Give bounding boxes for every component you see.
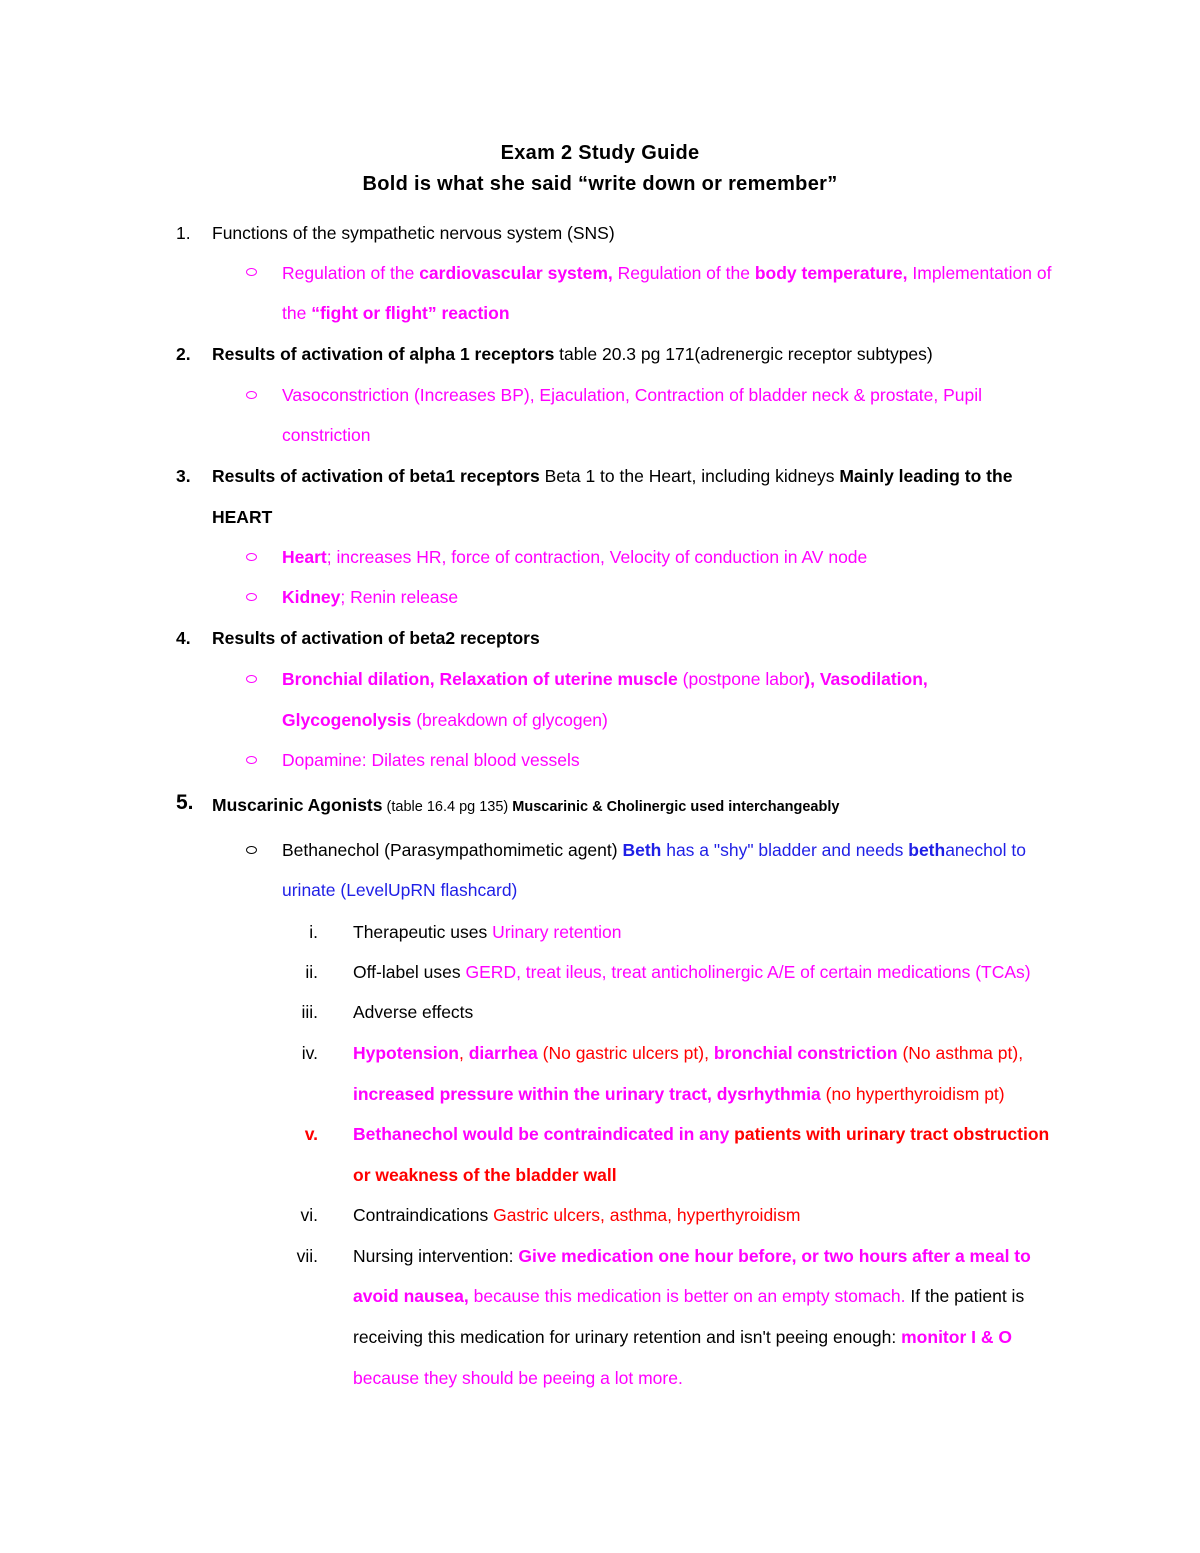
text-run: Muscarinic Agonists [212,795,383,815]
text-run: Adverse effects [353,1002,474,1022]
sub-item-line [353,1326,1012,1348]
text-run: (No gastric ulcers pt), [537,1043,714,1063]
sub-item-line [353,1285,1024,1307]
item-number-3: 3. [176,466,191,486]
item-5-detail-line-1 [282,839,1026,861]
item-4-detail-line-2 [282,709,608,731]
text-run: Dopamine: Dilates renal blood vessels [282,750,580,770]
bullet-icon [246,756,257,764]
item-4-detail-line-3 [282,749,580,771]
text-run: cardiovascular system, [419,263,613,283]
text-run: Results of activation of alpha 1 receptors [212,344,555,364]
bullet-icon [246,675,257,683]
text-run: Glycogenolysis [282,710,412,730]
text-run: Results of activation of beta1 receptors [212,466,540,486]
text-run: GERD, treat ileus, treat anticholinergic A/E of certain medications (TCAs) [465,962,1031,982]
roman-numeral: ii. [305,962,318,982]
text-run: Off-label uses [353,962,466,982]
text-run: Beta 1 to the Heart, including kidneys [539,466,840,486]
text-run: Gastric ulcers, asthma, hyperthyroidism [493,1205,801,1225]
text-run: avoid nausea, [353,1286,469,1306]
text-run: Regulation of the [282,263,420,283]
sub-item-line [353,1083,1005,1105]
item-3-detail-line-2 [282,586,458,608]
item-4-detail-line-1 [282,668,928,690]
text-run: If the patient is [905,1286,1025,1306]
text-run: the [282,303,312,323]
item-1-detail-line-1 [282,262,1051,284]
text-run: increased pressure within the urinary tract, dysrhythmia [353,1084,821,1104]
text-run: because they should be peeing a lot more. [353,1368,683,1388]
text-run: patients with urinary tract obstruction [734,1124,1050,1144]
item-1-detail-line-2 [282,302,510,324]
document-subtitle: Bold is what she said “write down or remember” [362,173,838,195]
sub-item-line [353,1164,617,1186]
roman-numeral: i. [309,922,318,942]
text-run: or weakness of the bladder wall [353,1165,617,1185]
roman-numeral: v. [304,1124,318,1144]
text-run: Bethanechol (Parasympathomimetic agent) [282,840,623,860]
sub-item-line [353,1245,1031,1267]
text-run: Results of activation of beta2 receptors [212,628,540,648]
text-run: has a "shy" bladder and needs [661,840,909,860]
item-number-5: 5. [176,791,194,814]
bullet-icon [246,593,257,601]
text-run: Therapeutic uses [353,922,493,942]
text-run: body temperature, [754,263,908,283]
item-1-text: Functions of the sympathetic nervous system (SNS) [212,223,615,243]
text-run: anechol to [945,840,1026,860]
text-run: Regulation of the [612,263,755,283]
bullet-icon [246,846,257,854]
text-run: Mainly leading to the [839,466,1013,486]
text-run: Hypotension [353,1043,459,1063]
text-run: (No asthma pt), [897,1043,1024,1063]
text-run: (table 16.4 pg 135) [382,799,513,815]
item-5-detail-line-2 [282,879,517,901]
text-run: (postpone labor [677,669,805,689]
text-run: diarrhea [468,1043,538,1063]
text-run: receiving this medication for urinary retention and isn't peeing enough: [353,1327,902,1347]
sub-item-line [353,1204,800,1226]
text-run: Vasoconstriction (Increases BP), Ejaculation, Contraction of bladder neck & prostate, Pupil [282,385,983,405]
item-3-text [212,465,1012,487]
roman-numeral: vii. [296,1246,318,1266]
document-title: Exam 2 Study Guide [500,142,700,164]
sub-item-line [353,1123,1049,1145]
text-run: (no hyperthyroidism pt) [820,1084,1005,1104]
text-run: Heart [282,547,327,567]
roman-numeral: iv. [301,1043,318,1063]
text-run: Bethanechol would be contraindicated in any [353,1124,735,1144]
text-run: Give medication one hour before, or two hours after a meal to [518,1246,1031,1266]
item-3-detail-line-1 [282,546,867,568]
text-run: , [458,1043,469,1063]
sub-item-line [353,961,1031,983]
text-run: Bronchial dilation, Relaxation of uterine muscle [282,669,678,689]
sub-item-line [353,1042,1023,1064]
text-run: beth [908,840,946,860]
item-number-2: 2. [176,344,191,364]
text-run: Implementation of [907,263,1052,283]
bullet-icon [246,268,257,276]
text-run: constriction [282,425,371,445]
text-run: Kidney [282,587,341,607]
text-run: HEART [212,507,273,527]
bullet-icon [246,553,257,561]
text-run: because this medication is better on an empty stomach. [468,1286,906,1306]
text-run: Contraindications [353,1205,494,1225]
text-run: ; increases HR, force of contraction, Velocity of conduction in AV node [326,547,868,567]
text-run: Beth [622,840,662,860]
text-run: ), Vasodilation, [804,669,928,689]
text-run: urinate (LevelUpRN flashcard) [282,880,518,900]
item-number-1: 1. [176,223,191,243]
item-2-detail-line-2 [282,424,371,446]
item-2-text [212,343,933,365]
text-run: Urinary retention [492,922,622,942]
text-run: table 20.3 pg 171(adrenergic receptor subtypes) [554,344,933,364]
roman-numeral: vi. [300,1205,318,1225]
item-number-4: 4. [176,628,191,648]
bullet-icon [246,391,257,399]
text-run: “fight or flight” reaction [311,303,510,323]
item-2-detail-line-1 [282,384,982,406]
text-run: ; Renin release [340,587,459,607]
text-run: monitor I & O [901,1327,1012,1347]
roman-numeral: iii. [301,1002,318,1022]
sub-item-line [353,921,621,943]
text-run: Nursing intervention: [353,1246,519,1266]
sub-item-line [353,1001,473,1023]
sub-item-line [353,1367,683,1389]
text-run: bronchial constriction [713,1043,898,1063]
text-run: Muscarinic & Cholinergic used interchangeably [512,799,840,815]
item-3-text-line-2 [212,506,272,528]
item-5-text [212,794,839,818]
text-run: (breakdown of glycogen) [411,710,608,730]
item-4-text [212,627,540,649]
